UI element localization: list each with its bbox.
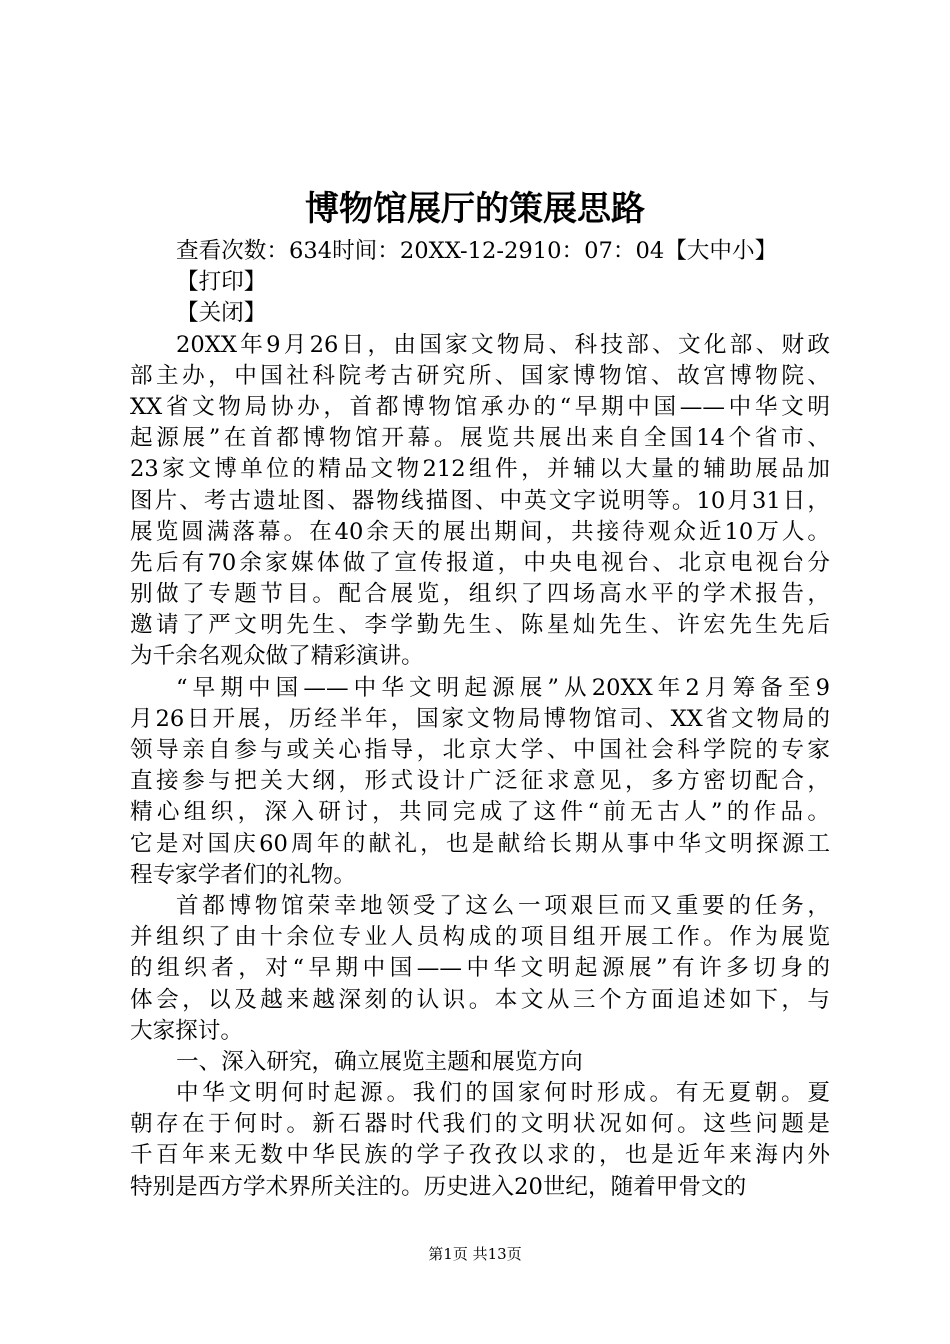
paragraph <box>130 673 830 891</box>
paragraph-line: “早期中国——中华文明起源展”从20XX年2月筹备至9 <box>176 674 830 701</box>
paragraph-line: 起源展”在首都博物馆开幕。展览共展出来自全国14个省市、 <box>130 425 830 452</box>
paragraph-line: 体会，以及越来越深刻的认识。本文从三个方面追述如下，与 <box>130 986 830 1013</box>
paragraph-line: XX省文物局协办，首都博物馆承办的“早期中国——中华文明 <box>130 393 830 420</box>
paragraph-line: 并组织了由十余位专业人员构成的项目组开展工作。作为展览 <box>130 924 830 951</box>
paragraph-line: 它是对国庆60周年的献礼，也是献给长期从事中华文明探源工 <box>130 830 830 857</box>
paragraph-line: 特别是西方学术界所关注的。历史进入20世纪，随着甲骨文的 <box>130 1173 747 1200</box>
paragraph-line: 20XX年9月26日，由国家文物局、科技部、文化部、财政 <box>176 331 830 358</box>
paragraph-line: 直接参与把关大纲，形式设计广泛征求意见，多方密切配合， <box>130 768 830 795</box>
paragraph-line: 展览圆满落幕。在40余天的展出期间，共接待观众近10万人。 <box>130 518 830 545</box>
document-body <box>130 236 830 1203</box>
paragraphs <box>130 330 830 1203</box>
paragraph <box>130 1047 830 1078</box>
print-link[interactable]: 【打印】 <box>176 269 267 296</box>
document-title: 博物馆展厅的策展思路 <box>305 189 645 229</box>
paragraph-line: 千百年来无数中华民族的学子孜孜以求的，也是近年来海内外 <box>130 1142 830 1169</box>
paragraph-line: 邀请了严文明先生、李学勤先生、陈星灿先生、许宏先生先后 <box>130 612 830 639</box>
paragraph-line: 精心组织，深入研讨，共同完成了这件“前无古人”的作品。 <box>130 799 830 826</box>
page-footer: 第1页 共13页 <box>428 1245 522 1263</box>
paragraph-line: 一、深入研究，确立展览主题和展览方向 <box>176 1048 583 1075</box>
paragraph-line: 大家探讨。 <box>130 1017 243 1044</box>
paragraph-line: 23家文博单位的精品文物212组件，并辅以大量的辅助展品加 <box>130 456 830 483</box>
paragraph-line: 领导亲自参与或关心指导，北京大学、中国社会科学院的专家 <box>130 737 830 763</box>
paragraph-line: 朝存在于何时。新石器时代我们的文明状况如何。这些问题是 <box>130 1111 830 1138</box>
paragraph-line: 部主办，中国社科院考古研究所、国家博物馆、故宫博物院、 <box>130 362 830 389</box>
meta-line: 查看次数：634时间：20XX-12-2910：07：04【大中小】 <box>176 238 778 264</box>
close-link[interactable]: 【关闭】 <box>176 300 267 327</box>
paragraph <box>130 330 830 673</box>
paragraph <box>130 1078 830 1203</box>
paragraph-line: 别做了专题节目。配合展览，组织了四场高水平的学术报告， <box>130 581 830 608</box>
paragraph-line: 月26日开展，历经半年，国家文物局博物馆司、XX省文物局的 <box>130 705 830 732</box>
paragraph-line: 为千余名观众做了精彩演讲。 <box>130 643 424 670</box>
paragraph <box>130 891 830 1047</box>
paragraph-line: 首都博物馆荣幸地领受了这么一项艰巨而又重要的任务， <box>176 892 830 919</box>
paragraph-line: 的组织者，对“早期中国——中华文明起源展”有许多切身的 <box>130 955 830 982</box>
paragraph-line: 中华文明何时起源。我们的国家何时形成。有无夏朝。夏 <box>176 1080 830 1107</box>
paragraph-line: 先后有70余家媒体做了宣传报道，中央电视台、北京电视台分 <box>130 549 830 576</box>
paragraph-line: 程专家学者们的礼物。 <box>130 861 356 888</box>
paragraph-line: 图片、考古遗址图、器物线描图、中英文字说明等。10月31日， <box>130 487 830 514</box>
